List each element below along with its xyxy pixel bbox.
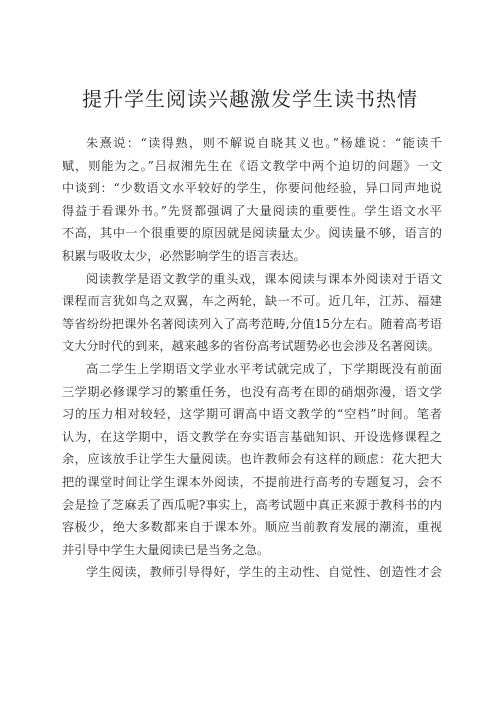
text-line: 习的压力相对较轻，这学期可谓高中语文教学的“空档”时间。笔者 — [62, 407, 442, 422]
text-line: 三学期必修课学习的繁重任务，也没有高考在即的硝烟弥漫，语文学 — [62, 384, 442, 399]
text-line: 并引导中学生大量阅读已是当务之急。 — [62, 542, 270, 557]
text-line: 积累与吸收太少，必然影响学生的语言表达。 — [62, 248, 306, 263]
text-line: 高二学生上学期语文学业水平考试就完成了，下学期既没有前面 — [86, 361, 442, 376]
text-line: 得益于看课外书。”先贤都强调了大量阅读的重要性。学生语文水平 — [62, 203, 442, 218]
text-line: 认为，在这学期中，语文教学在夯实语言基础知识、开设选修课程之 — [62, 429, 442, 444]
text-line: 不高，其中一个很重要的原因就是阅读量太少。阅读量不够，语言的 — [62, 226, 442, 241]
text-line: 文大分时代的到来，越来越多的省份高考试题势必也会涉及名著阅读。 — [62, 339, 440, 354]
text-line: 余，应该放手让学生大量阅读。也许教师会有这样的顾虑：花大把大 — [62, 452, 442, 467]
text-line: 赋，则能为之。”吕叔湘先生在《语文教学中两个迫切的问题》一文 — [62, 158, 442, 173]
document-body — [62, 132, 442, 584]
text-line: 朱熹说：“读得熟，则不解说自晓其义也。”杨雄说：“能读千 — [86, 136, 442, 150]
text-line: 等省纷纷把课外名著阅读列入了高考范畴,分值15分左右。随着高考语 — [62, 316, 442, 331]
text-line: 课程而言犹如鸟之双翼，车之两轮，缺一不可。近几年，江苏、福建 — [62, 294, 442, 309]
text-line: 中谈到：“少数语文水平较好的学生，你要问他经验，异口同声地说 — [62, 181, 442, 196]
document-title: 提升学生阅读兴趣激发学生读书热情 — [82, 87, 418, 111]
text-line: 会是捡了芝麻丢了西瓜呢?事实上，高考试题中真正来源于教科书的内 — [62, 497, 442, 512]
text-line: 学生阅读，教师引导得好，学生的主动性、自觉性、创造性才会 — [86, 565, 442, 580]
text-line: 阅读教学是语文教学的重头戏，课本阅读与课本外阅读对于语文 — [86, 271, 442, 286]
text-line: 容极少，绝大多数都来自于课本外。顺应当前教育发展的潮流，重视 — [62, 520, 442, 535]
text-line: 把的课堂时间让学生课本外阅读，不提前进行高考的专题复习，会不 — [62, 474, 442, 489]
